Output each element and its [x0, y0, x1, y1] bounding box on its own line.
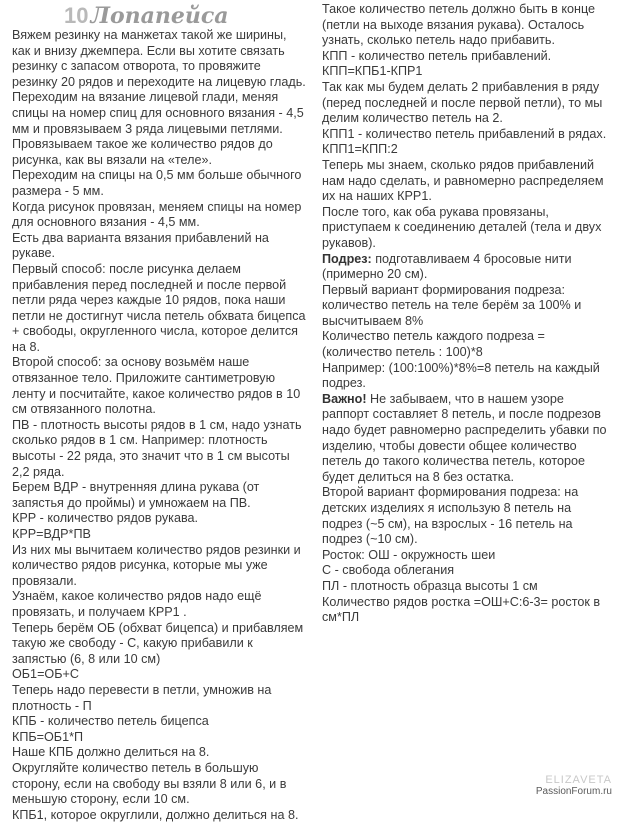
- paragraph-text: Например: (100:100%)*8%=8 петель на каждый подрез.: [322, 360, 600, 391]
- paragraph-text: После того, как оба рукава провязаны, приступаем к соединению деталей (тела и двух рукавов).: [322, 204, 602, 250]
- paragraph-text: КПП1 - количество петель прибавлений в рядах.: [322, 126, 607, 141]
- paragraph: Наше КПБ должно делиться на 8.: [12, 745, 210, 760]
- paragraph: [322, 158, 612, 205]
- paragraph: [322, 485, 612, 547]
- paragraph: [322, 205, 612, 252]
- paragraph-text: Такое количество петель должно быть в конце (петли на выходе вязания рукава). Осталось узнать, сколько петель надо прибавить.: [322, 2, 596, 48]
- paragraph-text: Росток: ОШ - окружность шеи: [322, 547, 496, 562]
- paragraph-text: Количество петель каждого подреза = (количество петель : 100)*8: [322, 329, 545, 360]
- paragraph: Переходим на спицы на 0,5 мм больше обычного размера - 5 мм.: [12, 168, 302, 198]
- paragraph: [322, 64, 612, 80]
- paragraph-text: Не забываем, что в нашем узоре раппорт составляет 8 петель, и после подрезов надо будет равномерно распределить убавки по изделию, чтобы довести общее количество петель до такого количества петель, которое будет делиться на 8 без остатка.: [322, 391, 607, 484]
- paragraph: [322, 548, 612, 564]
- paragraph: [322, 127, 612, 143]
- paragraph: [322, 595, 612, 626]
- paragraph: Первый способ: после рисунка делаем прибавления перед последней и после первой петли ряда через каждые 10 рядов, пока наши петли не достигнут числа петель обхвата бицепса + свободы, округленного числа, которое делится на 8.: [12, 261, 306, 354]
- paragraph: Вяжем резинку на манжетах такой же ширины, как и внизу джемпера. Если вы хотите связать резинку с запасом отворота, то провяжите резинку 20 рядов и переходите на лицевую гладь.: [12, 28, 306, 89]
- paragraph: ОБ1=ОБ+С: [12, 667, 79, 682]
- paragraph: [322, 579, 612, 595]
- paragraph: Когда рисунок провязан, меняем спицы на номер для основного вязания - 4,5 мм.: [12, 199, 302, 230]
- paragraph: КПБ=ОБ1*П: [12, 729, 84, 744]
- paragraph: Берем ВДР - внутренняя длина рукава (от запястья до проймы) и умножаем на ПВ.: [12, 480, 260, 510]
- paragraph: [322, 563, 612, 579]
- right-column: [322, 2, 612, 626]
- section-title: Лопапейса: [90, 3, 229, 29]
- paragraph: [322, 252, 612, 283]
- paragraph: Узнаём, какое количество рядов надо ещё провязать, и получаем КРР1 .: [12, 589, 262, 619]
- paragraph: Второй способ: за основу возьмём наше отвязанное тело. Приложите сантиметровую ленту и посчитайте, какое количество рядов в 10 см отвязанного полотна.: [12, 355, 301, 417]
- paragraph: [322, 329, 612, 360]
- paragraph: Есть два варианта вязания прибавлений на рукаве.: [12, 230, 269, 261]
- paragraph-text: Второй вариант формирования подреза: на детских изделиях я использую 8 петель на подрез (~5 см), на взрослых - 16 петель на подрез (~10 см).: [322, 485, 579, 547]
- paragraph: Переходим на вязание лицевой глади, меняя спицы на номер спиц для основного вязания - 4,5 мм и провязываем 3 ряда лицевыми петлями. Провязываем такое же количество рядов до рисунка, как вы вязали на «теле».: [12, 90, 304, 167]
- paragraph: КРР - количество рядов рукава.: [12, 511, 198, 526]
- paragraph-lead: Важно!: [322, 391, 367, 406]
- paragraph-text: Первый вариант формирования подреза: количество петель на теле берём за 100% и высчитываем 8%: [322, 282, 582, 328]
- paragraph: Теперь надо перевести в петли, умножив на плотность - П: [12, 682, 272, 713]
- paragraph: КРР=ВДР*ПВ: [12, 527, 91, 541]
- paragraph: КПБ - количество петель бицепса: [12, 714, 209, 729]
- paragraph: Теперь берём ОБ (обхват бицепса) и прибавляем такую же свободу - С, какую прибавили к запястью (6, 8 или 10 см): [12, 620, 304, 666]
- paragraph: [322, 49, 612, 65]
- paragraph-text: Так как мы будем делать 2 прибавления в ряду (перед последней и после первой петли), то мы делим количество петель на 2.: [322, 79, 603, 126]
- paragraph: [322, 283, 612, 330]
- watermark: [536, 774, 612, 797]
- paragraph-text: КПП=КПБ1-КПР1: [322, 64, 423, 79]
- section-header: [64, 3, 229, 29]
- paragraph-text: КПП1=КПП:2: [322, 142, 398, 157]
- paragraph: Округляйте количество петель в большую сторону, если на свободу вы взяли 8 или 6, и в меньшую сторону, если 10 см.: [12, 760, 287, 807]
- paragraph-text: ПЛ - плотность образца высоты 1 см: [322, 578, 538, 593]
- paragraph-text: подготавливаем 4 бросовые нити (примерно 20 см).: [322, 251, 572, 282]
- left-column: [12, 28, 308, 823]
- paragraph: КПБ1, которое округлили, должно делиться на 8.: [12, 807, 299, 822]
- watermark-author: ELIZAVETA: [545, 774, 612, 786]
- paragraph: [322, 361, 612, 392]
- paragraph: [322, 2, 612, 49]
- paragraph: ПВ - плотность высоты рядов в 1 см, надо узнать сколько рядов в 1 см. Например: плотность высоты - 22 ряда, это значит что в 1 см высоты 2,2 ряда.: [12, 417, 302, 479]
- paragraph: [322, 80, 612, 127]
- section-number: 10: [64, 3, 89, 28]
- paragraph-lead: Подрез:: [322, 251, 372, 266]
- paragraph: Из них мы вычитаем количество рядов резинки и количество рядов рисунка, которые мы уже провязали.: [12, 542, 301, 588]
- paragraph-text: Теперь мы знаем, сколько рядов прибавлений нам надо сделать, и равномерно распределяем их на наших КРР1.: [322, 157, 604, 204]
- paragraph: [322, 392, 612, 486]
- paragraph-text: Количество рядов ростка =ОШ+С:6-3= росток в см*ПЛ: [322, 594, 601, 625]
- watermark-site: PassionForum.ru: [535, 786, 612, 797]
- paragraph: [322, 142, 612, 158]
- paragraph-text: КПП - количество петель прибавлений.: [322, 48, 552, 63]
- paragraph-text: С - свобода облегания: [322, 563, 455, 578]
